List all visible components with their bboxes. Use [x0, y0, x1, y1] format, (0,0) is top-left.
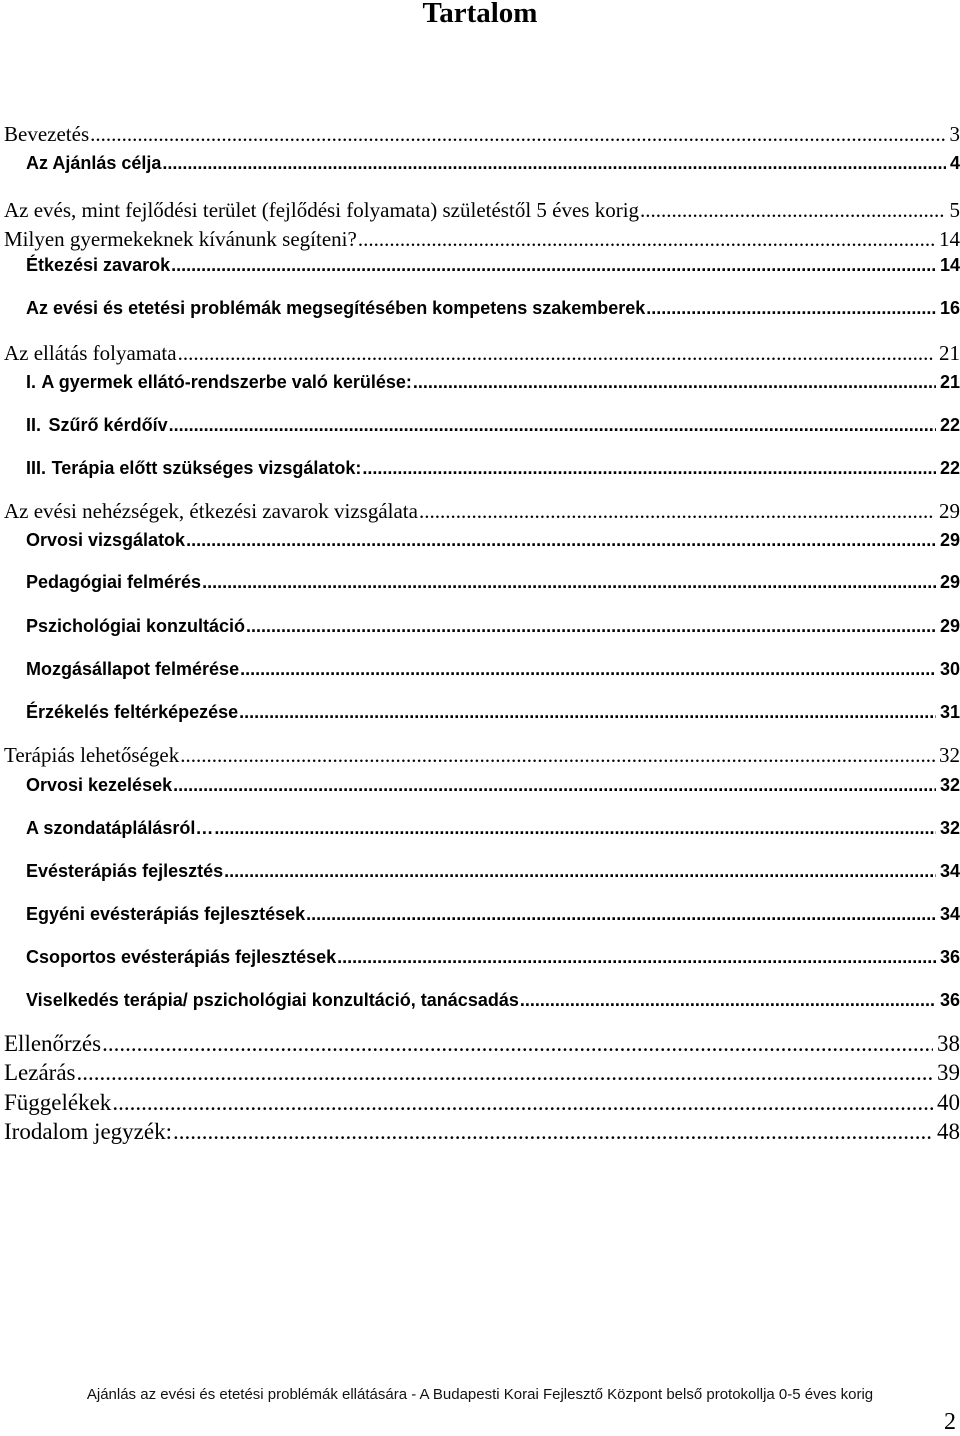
toc-entry[interactable] — [26, 773, 960, 797]
toc-entry[interactable] — [26, 570, 960, 594]
toc-entry-page: 29 — [940, 570, 960, 594]
toc-dot-leader — [173, 773, 936, 797]
toc-dot-leader — [178, 340, 935, 366]
toc-entry-page: 22 — [940, 413, 960, 437]
toc-entry-page: 21 — [940, 370, 960, 394]
page-footer: Ajánlás az evési és etetési problémák ellátására - A Budapesti Korai Fejlesztő Központ belső protokollja 0-5 éves korig — [0, 1385, 960, 1405]
toc-entry[interactable] — [26, 700, 960, 724]
toc-dot-leader — [112, 1089, 933, 1117]
toc-dot-leader — [202, 570, 936, 594]
toc-dot-leader — [246, 614, 936, 638]
toc-entry-page: 29 — [940, 614, 960, 638]
toc-entry[interactable] — [26, 657, 960, 681]
toc-entry-page: 32 — [940, 816, 960, 840]
toc-entry-title: Viselkedés terápia/ pszichológiai konzultáció, tanácsadás — [26, 988, 519, 1012]
toc-entry[interactable] — [26, 945, 960, 969]
toc-entry-page: 30 — [940, 657, 960, 681]
toc-entry-page: 14 — [940, 253, 960, 277]
toc-entry-number: II. — [26, 413, 49, 437]
toc-entry-page: 34 — [940, 859, 960, 883]
toc-entry[interactable] — [26, 859, 960, 883]
toc-entry-page: 29 — [940, 528, 960, 552]
toc-entry-page: 22 — [940, 456, 960, 480]
toc-entry-title: Csoportos evésterápiás fejlesztések — [26, 945, 336, 969]
page-number: 2 — [944, 1408, 956, 1436]
toc-entry[interactable] — [26, 816, 960, 840]
toc-dot-leader — [306, 902, 936, 926]
toc-entry-title: Függelékek — [4, 1089, 111, 1117]
toc-entry[interactable] — [26, 614, 960, 638]
toc-entry-title: Az evési nehézségek, étkezési zavarok vizsgálata — [4, 498, 418, 524]
toc-dot-leader — [77, 1059, 934, 1087]
page-title: Tartalom — [0, 0, 960, 30]
toc-dot-leader — [214, 816, 936, 840]
toc-entry[interactable] — [4, 742, 960, 768]
toc-entry[interactable] — [4, 197, 960, 223]
toc-entry-page: 21 — [939, 340, 960, 366]
toc-entry[interactable] — [26, 151, 960, 175]
toc-entry-title: Orvosi vizsgálatok — [26, 528, 185, 552]
toc-entry-title: Irodalom jegyzék: — [4, 1118, 172, 1146]
toc-dot-leader — [419, 498, 935, 524]
toc-dot-leader — [413, 370, 936, 394]
toc-entry-page: 32 — [939, 742, 960, 768]
toc-entry-page: 4 — [950, 151, 960, 175]
toc-entry[interactable] — [26, 528, 960, 552]
toc-dot-leader — [169, 413, 936, 437]
toc-dot-leader — [180, 742, 935, 768]
toc-entry[interactable] — [26, 413, 960, 437]
toc-entry[interactable] — [26, 253, 960, 277]
toc-dot-leader — [239, 700, 936, 724]
toc-entry[interactable] — [4, 1118, 960, 1146]
toc-entry-page: 14 — [939, 226, 960, 252]
toc-entry[interactable] — [26, 296, 960, 320]
toc-entry-title: A gyermek ellátó-rendszerbe való kerülése: — [41, 370, 412, 394]
toc-entry-page: 3 — [950, 121, 960, 147]
toc-entry-title: Pszichológiai konzultáció — [26, 614, 245, 638]
toc-entry-title: Evésterápiás fejlesztés — [26, 859, 223, 883]
toc-entry-page: 16 — [940, 296, 960, 320]
toc-entry-number: I. — [26, 370, 41, 394]
toc-dot-leader — [186, 528, 936, 552]
toc-entry[interactable] — [26, 370, 960, 394]
toc-dot-leader — [224, 859, 936, 883]
toc-entry-title: Az evés, mint fejlődési terület (fejlődési folyamata) születéstől 5 éves korig — [4, 197, 639, 223]
toc-entry-title: A szondatáplálásról… — [26, 816, 213, 840]
toc-dot-leader — [520, 988, 936, 1012]
toc-dot-leader — [358, 226, 935, 252]
toc-entry-title: Az ellátás folyamata — [4, 340, 177, 366]
toc-entry-title: Egyéni evésterápiás fejlesztések — [26, 902, 305, 926]
toc-entry-page: 34 — [940, 902, 960, 926]
toc-entry-title: Az Ajánlás célja — [26, 151, 161, 175]
toc-entry-page: 36 — [940, 988, 960, 1012]
toc-entry[interactable] — [26, 902, 960, 926]
toc-entry[interactable] — [26, 988, 960, 1012]
toc-entry-title: Lezárás — [4, 1059, 76, 1087]
toc-entry-title: Érzékelés feltérképezése — [26, 700, 238, 724]
toc-entry-title: Milyen gyermekeknek kívánunk segíteni? — [4, 226, 357, 252]
toc-entry[interactable] — [26, 456, 960, 480]
toc-entry[interactable] — [4, 121, 960, 147]
toc-dot-leader — [362, 456, 936, 480]
toc-dot-leader — [337, 945, 936, 969]
toc-dot-leader — [640, 197, 945, 223]
toc-dot-leader — [173, 1118, 933, 1146]
toc-entry-page: 32 — [940, 773, 960, 797]
toc-entry[interactable] — [4, 1030, 960, 1058]
toc-dot-leader — [102, 1030, 933, 1058]
toc-entry-page: 39 — [937, 1059, 960, 1087]
toc-dot-leader — [162, 151, 946, 175]
toc-entry-title: Szűrő kérdőív — [49, 413, 168, 437]
toc-entry[interactable] — [4, 498, 960, 524]
toc-entry-title: Orvosi kezelések — [26, 773, 172, 797]
toc-entry-page: 38 — [937, 1030, 960, 1058]
toc-entry-page: 48 — [937, 1118, 960, 1146]
toc-entry-page: 40 — [937, 1089, 960, 1117]
toc-entry-page: 5 — [950, 197, 960, 223]
toc-entry-title: Pedagógiai felmérés — [26, 570, 201, 594]
toc-entry-title: Az evési és etetési problémák megsegítésében kompetens szakemberek — [26, 296, 645, 320]
toc-entry[interactable] — [4, 1059, 960, 1087]
toc-entry-page: 31 — [940, 700, 960, 724]
toc-entry-title: Terápia előtt szükséges vizsgálatok: — [52, 456, 362, 480]
toc-entry-number: III. — [26, 456, 52, 480]
toc-entry-title: Terápiás lehetőségek — [4, 742, 179, 768]
toc-entry-title: Bevezetés — [4, 121, 89, 147]
toc-dot-leader — [171, 253, 936, 277]
toc-entry-page: 36 — [940, 945, 960, 969]
toc-entry-page: 29 — [939, 498, 960, 524]
toc-dot-leader — [646, 296, 936, 320]
toc-dot-leader — [240, 657, 936, 681]
toc-entry[interactable] — [4, 1089, 960, 1117]
toc-entry[interactable] — [4, 340, 960, 366]
toc-dot-leader — [90, 121, 945, 147]
toc-entry-title: Mozgásállapot felmérése — [26, 657, 239, 681]
toc-entry-title: Ellenőrzés — [4, 1030, 101, 1058]
toc-entry-title: Étkezési zavarok — [26, 253, 170, 277]
toc-entry[interactable] — [4, 226, 960, 252]
